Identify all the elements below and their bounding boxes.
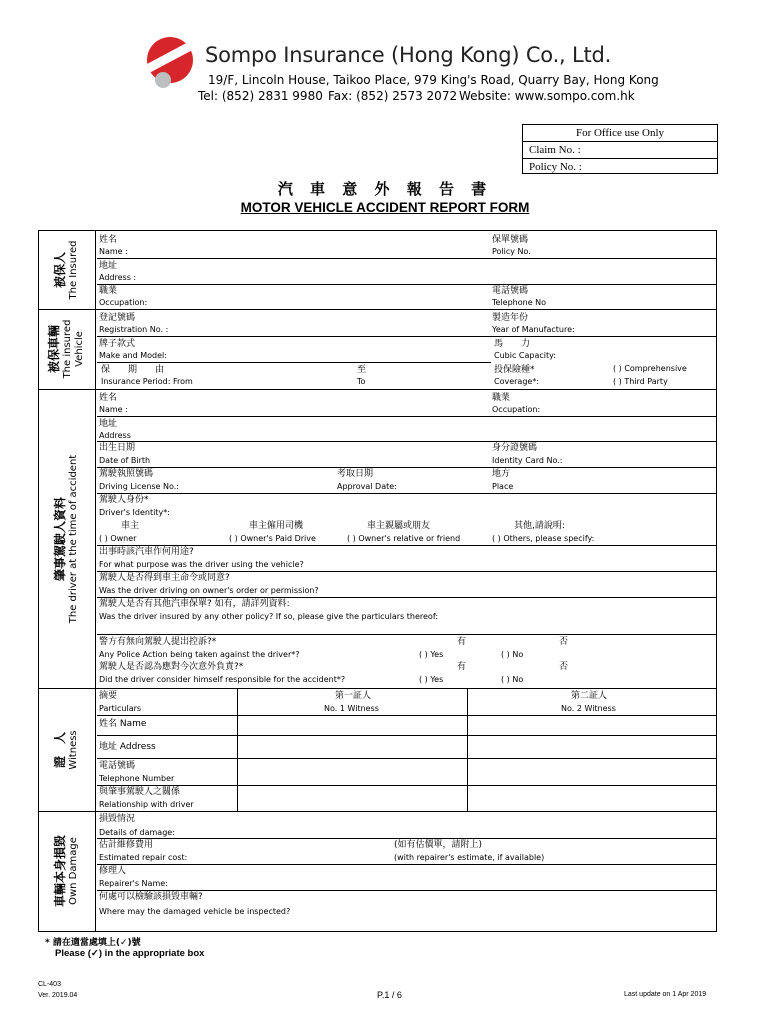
driver-id-label[interactable]: Identity Card No.: xyxy=(492,456,563,465)
driver-addr-zh: 地址 xyxy=(99,419,118,429)
company-address: 19/F, Lincoln House, Taikoo Place, 979 King's Road, Quarry Bay, Hong Kong xyxy=(208,73,659,87)
section-damage-en: Own Damage xyxy=(68,837,79,905)
company-fax: Fax: (852) 2573 2072 xyxy=(328,89,458,103)
section-driver-en: The driver at the time of accident xyxy=(68,454,79,623)
driver-name-zh: 姓名 xyxy=(99,393,118,403)
row-line xyxy=(97,715,716,716)
driver-appr-zh: 考取日期 xyxy=(337,469,374,479)
witness-name-label[interactable]: 姓名 Name xyxy=(99,719,147,729)
driver-place-label[interactable]: Place xyxy=(492,482,514,491)
repair-cost-zh: 估計維修費用 xyxy=(99,840,154,850)
inspect-where-zh: 何處可以檢驗該損毀車輛? xyxy=(99,892,203,902)
police-yes-zh: 有 xyxy=(457,637,467,647)
consent-zh: 駕駛人是否得到車主命令或同意? xyxy=(99,573,230,583)
police-zh: 警方有無向駕駛人提出控訴?* xyxy=(99,637,217,647)
column-line xyxy=(467,688,468,811)
row-line xyxy=(97,634,716,635)
section-insured-en: The Insured xyxy=(68,240,79,300)
driver-appr-label[interactable]: Approval Date: xyxy=(337,482,397,491)
inspect-where-label[interactable]: Where may the damaged vehicle be inspected? xyxy=(99,907,291,916)
comprehensive-checkbox[interactable]: ( ) Comprehensive xyxy=(613,364,687,373)
company-tel: Tel: (852) 2831 9980 xyxy=(198,89,323,103)
repairer-label[interactable]: Repairer's Name: xyxy=(99,879,168,888)
other-checkbox[interactable]: ( ) Others, please specify: xyxy=(492,534,595,543)
row-line xyxy=(97,441,716,442)
police-no-checkbox[interactable]: ( ) No xyxy=(501,650,524,659)
vehicle-reg-zh: 登記號碼 xyxy=(99,313,136,323)
section-witness xyxy=(39,688,95,811)
section-driver-zh: 肇事駕駛人資料 xyxy=(53,496,67,581)
police-label: Any Police Action being taken against the driver*? xyxy=(99,650,300,659)
insured-name-label[interactable]: Name : xyxy=(99,247,128,256)
repair-cost-label[interactable]: Estimated repair cost: xyxy=(99,853,188,862)
vehicle-reg-label[interactable]: Registration No. : xyxy=(99,325,169,334)
resp-no-zh: 否 xyxy=(559,662,569,672)
witness-particulars-zh: 摘要 xyxy=(99,691,118,701)
insured-policy-zh: 保單號碼 xyxy=(492,235,529,245)
witness-tel-zh: 電話號碼 xyxy=(99,761,136,771)
section-vehicle xyxy=(39,309,95,389)
third-party-checkbox[interactable]: ( ) Third Party xyxy=(613,377,668,386)
paid-driver-zh: 車主僱用司機 xyxy=(249,521,304,531)
section-insured xyxy=(39,231,95,309)
section-damage xyxy=(39,811,95,931)
other-policy-zh: 駕駛人是否有其他汽車保單? 如有，請詳列資料: xyxy=(99,599,290,609)
insured-tel-zh: 電話號碼 xyxy=(492,286,529,296)
relative-zh: 車主親屬或朋友 xyxy=(367,521,431,531)
section-vehicle-zh: 被保車輛 xyxy=(47,325,61,374)
vehicle-make-label[interactable]: Make and Model: xyxy=(99,351,167,360)
column-line xyxy=(237,688,238,811)
report-form xyxy=(38,230,717,932)
resp-label: Did the driver consider himself responsible for the accident*? xyxy=(99,675,346,684)
insured-occupation-zh: 職業 xyxy=(99,286,118,296)
row-line xyxy=(97,864,716,865)
driver-lic-zh: 駕駛執照號碼 xyxy=(99,469,154,479)
logo-sub-circle xyxy=(155,72,171,88)
other-zh: 其他,請說明: xyxy=(514,521,565,531)
section-damage-zh: 車輛本身損毀 xyxy=(53,834,67,908)
section-line xyxy=(39,309,716,310)
insured-occupation-label[interactable]: Occupation: xyxy=(99,298,148,307)
driver-addr-label[interactable]: Address xyxy=(99,431,131,440)
estimate-note-zh: (如有估價單，請附上) xyxy=(394,840,483,850)
page-number: P.1 / 6 xyxy=(377,990,402,1000)
insured-name-zh: 姓名 xyxy=(99,235,118,245)
vehicle-period-zh: 保 期 由 xyxy=(101,365,165,375)
section-line xyxy=(39,389,716,390)
driver-ident-label: Driver's Identity*: xyxy=(99,508,170,517)
form-title-zh: 汽 車 意 外 報 告 書 xyxy=(277,180,493,198)
witness2-en: No. 2 Witness xyxy=(561,704,616,713)
repairer-zh: 修理人 xyxy=(99,866,127,876)
paid-driver-checkbox[interactable]: ( ) Owner's Paid Drive xyxy=(229,534,316,543)
other-policy-label[interactable]: Was the driver insured by any other policy? If so, please give the particulars thereof: xyxy=(99,612,439,621)
vehicle-to-label[interactable]: To xyxy=(357,377,366,386)
claim-no-field[interactable]: Claim No. : xyxy=(523,142,717,159)
driver-occ-zh: 職業 xyxy=(492,393,511,403)
driver-id-zh: 身分證號碼 xyxy=(492,443,538,453)
purpose-label[interactable]: For what purpose was the driver using the vehicle? xyxy=(99,560,304,569)
section-vehicle-en2: Vehicle xyxy=(74,331,85,367)
resp-no-checkbox[interactable]: ( ) No xyxy=(501,675,524,684)
police-no-zh: 否 xyxy=(559,637,569,647)
driver-ident-zh: 駕駛人身份* xyxy=(99,495,149,505)
estimate-note-en: (with repairer's estimate, if available) xyxy=(394,853,545,862)
row-line xyxy=(97,890,716,891)
driver-dob-zh: 出生日期 xyxy=(99,443,136,453)
section-divider xyxy=(95,231,96,931)
vehicle-period-label[interactable]: Insurance Period: From xyxy=(101,377,193,386)
resp-zh: 駕駛人是否認為應對今次意外負責?* xyxy=(99,662,244,672)
section-line xyxy=(39,811,716,812)
vehicle-coverage-label: Coverage*: xyxy=(494,377,540,386)
driver-dob-label[interactable]: Date of Birth xyxy=(99,456,151,465)
vehicle-coverage-zh: 投保險種* xyxy=(494,365,535,375)
vehicle-to-zh: 至 xyxy=(357,365,367,375)
row-line xyxy=(97,336,716,337)
vehicle-cc-zh: 馬 力 xyxy=(494,339,531,349)
row-line xyxy=(97,838,716,839)
resp-yes-checkbox[interactable]: ( ) Yes xyxy=(419,675,444,684)
insured-policy-label[interactable]: Policy No. xyxy=(492,247,531,256)
witness-particulars-en: Particulars xyxy=(99,704,142,713)
section-line xyxy=(39,688,716,689)
row-line xyxy=(97,735,716,736)
witness-address-label[interactable]: 地址 Address xyxy=(99,742,156,752)
office-use-box xyxy=(522,124,718,174)
row-line xyxy=(97,545,716,546)
witness1-zh: 第一証人 xyxy=(335,691,372,701)
witness1-en: No. 1 Witness xyxy=(324,704,379,713)
office-title: For Office use Only xyxy=(523,125,717,142)
row-line xyxy=(97,467,716,468)
vehicle-cc-label[interactable]: Cubic Capacity: xyxy=(494,351,556,360)
company-website: Website: www.sompo.com.hk xyxy=(459,89,635,103)
row-line xyxy=(97,416,716,417)
insured-address-zh: 地址 xyxy=(99,261,118,271)
witness-rel-label[interactable]: Relationship with driver xyxy=(99,800,194,809)
vehicle-year-label[interactable]: Year of Manufacture: xyxy=(492,325,575,334)
driver-place-zh: 地方 xyxy=(492,469,511,479)
witness-rel-zh: 與肇事駕駛人之關係 xyxy=(99,787,181,797)
row-line xyxy=(97,597,716,598)
insured-address-label[interactable]: Address : xyxy=(99,273,137,282)
tick-note-zh: * 請在適當處填上(✓)號 xyxy=(45,938,141,948)
damage-details-zh: 損毀情況 xyxy=(99,814,136,824)
section-driver xyxy=(39,389,95,688)
driver-name-label[interactable]: Name : xyxy=(99,405,128,414)
police-yes-checkbox[interactable]: ( ) Yes xyxy=(419,650,444,659)
purpose-zh: 出事時該汽車作何用途? xyxy=(99,547,194,557)
row-line xyxy=(97,571,716,572)
form-title-en: MOTOR VEHICLE ACCIDENT REPORT FORM xyxy=(240,200,530,215)
relative-checkbox[interactable]: ( ) Owner's relative or friend xyxy=(347,534,461,543)
row-line xyxy=(97,284,716,285)
section-vehicle-en1: The insured xyxy=(62,319,73,379)
owner-zh: 車主 xyxy=(121,521,140,531)
company-name: Sompo Insurance (Hong Kong) Co., Ltd. xyxy=(205,43,612,67)
row-line xyxy=(97,758,716,759)
damage-details-label[interactable]: Details of damage: xyxy=(99,828,175,837)
consent-label[interactable]: Was the driver driving on owner's order or permission? xyxy=(99,586,319,595)
vehicle-make-zh: 牌子款式 xyxy=(99,339,136,349)
tick-note-en: Please (✓) in the appropriate box xyxy=(55,948,205,959)
resp-yes-zh: 有 xyxy=(457,662,467,672)
section-insured-zh: 被保人 xyxy=(53,251,67,289)
witness-tel-label[interactable]: Telephone Number xyxy=(99,774,175,783)
vehicle-year-zh: 製造年份 xyxy=(492,313,529,323)
row-line xyxy=(97,258,716,259)
policy-no-field[interactable]: Policy No. : xyxy=(529,161,582,173)
form-version: Ver. 2019.04 xyxy=(38,992,78,999)
row-line xyxy=(97,493,716,494)
owner-checkbox[interactable]: ( ) Owner xyxy=(99,534,137,543)
form-code: CL-403 xyxy=(38,981,61,988)
driver-occ-label[interactable]: Occupation: xyxy=(492,405,541,414)
witness2-zh: 第二証人 xyxy=(571,691,608,701)
row-line xyxy=(97,362,491,363)
row-line xyxy=(97,785,716,786)
section-witness-zh: 證 人 xyxy=(53,731,67,768)
section-witness-en: Witness xyxy=(68,729,79,770)
insured-tel-label[interactable]: Telephone No xyxy=(492,298,547,307)
driver-lic-label[interactable]: Driving License No.: xyxy=(99,482,179,491)
last-update: Last update on 1 Apr 2019 xyxy=(624,991,707,998)
